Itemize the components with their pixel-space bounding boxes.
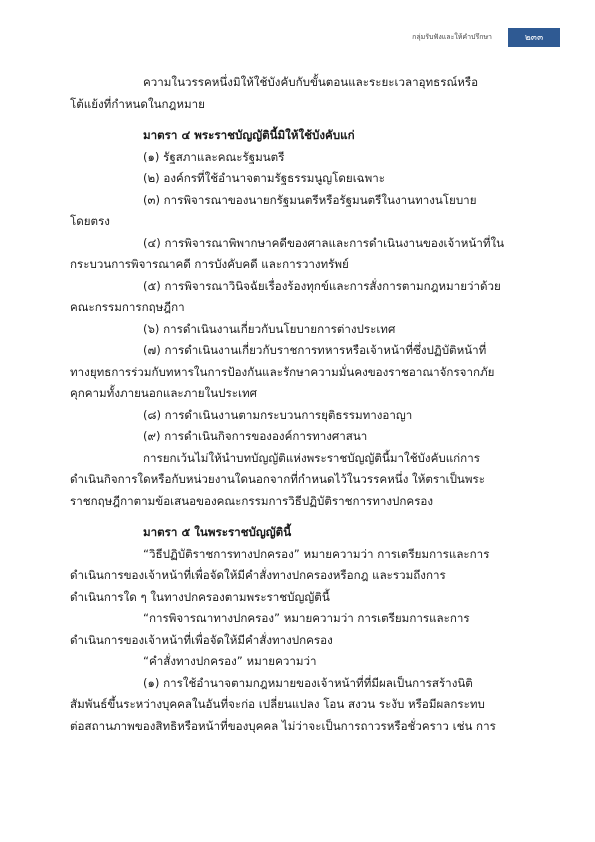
text-line: (๕) การพิจารณาวินิจฉัยเรื่องร้องทุกข์และการสั่งการตามกฎหมายว่าด้วย [143,278,501,293]
text-line: ดำเนินการใด ๆ ในทางปกครองตามพระราชบัญญัตินี้ [70,589,330,604]
text-line: (๘) การดำเนินงานตามกระบวนการยุติธรรมทางอาญา [143,407,413,422]
page-number-badge: ๒๓๓ [508,28,560,47]
text-line: โดยตรง [70,214,110,228]
text-line: “คำสั่งทางปกครอง” หมายความว่า [143,654,317,668]
document-body [70,72,530,737]
header-title: กลุ่มรับฟังและให้คำปรึกษา [412,32,492,41]
text-line: ราชกฤษฎีกาตามข้อเสนอของคณะกรรมการวิธีปฏิบัติราชการทางปกครอง [70,493,434,508]
page-header [412,27,560,47]
text-line: (๗) การดำเนินงานเกี่ยวกับราชการทหารหรือเจ้าหน้าที่ซึ่งปฏิบัติหน้าที่ [143,343,487,357]
text-line: (๑) การใช้อำนาจตามกฎหมายของเจ้าหน้าที่ที่มีผลเป็นการสร้างนิติ [143,675,473,690]
text-line: ดำเนินกิจการใดหรือกับหน่วยงานใดนอกจากที่กำหนดไว้ในวรรคหนึ่ง ให้ตราเป็นพระ [70,472,485,486]
paragraph-gap [70,115,530,125]
text-line: (๖) การดำเนินงานเกี่ยวกับนโยบายการต่างประเทศ [143,321,396,336]
text-line: ความในวรรคหนึ่งมิให้ใช้บังคับกับขั้นตอนและระยะเวลาอุทธรณ์หรือ [143,75,479,89]
text-line: โต้แย้งที่กำหนดในกฎหมาย [70,96,205,111]
text-line: “วิธีปฏิบัติราชการทางปกครอง” หมายความว่า การเตรียมการและการ [143,546,490,561]
text-line: (๓) การพิจารณาของนายกรัฐมนตรีหรือรัฐมนตรีในงานทางนโยบาย [143,192,477,207]
text-line: คณะกรรมการกฤษฎีกา [70,300,185,314]
text-line: ดำเนินการของเจ้าหน้าที่เพื่อจัดให้มีคำสั่งทางปกครองหรือกฎ และรวมถึงการ [70,568,446,582]
text-line: “การพิจารณาทางปกครอง” หมายความว่า การเตรียมการและการ [143,611,470,625]
text-line: (๙) การดำเนินกิจการขององค์การทางศาสนา [143,429,368,443]
text-line: คุกคามทั้งภายนอกและภายในประเทศ [70,386,257,400]
text-line: (๒) องค์กรที่ใช้อำนาจตามรัฐธรรมนูญโดยเฉพาะ [143,171,385,185]
section-heading: มาตรา ๔ พระราชบัญญัตินี้มิให้ใช้บังคับแก่ [143,128,355,142]
paragraph-gap [70,512,530,522]
section-heading: มาตรา ๕ ในพระราชบัญญัตินี้ [143,525,292,539]
text-line: กระบวนการพิจารณาคดี การบังคับคดี และการวางทรัพย์ [70,257,349,271]
text-line: (๔) การพิจารณาพิพากษาคดีของศาลและการดำเนินงานของเจ้าหน้าที่ใน [143,235,505,250]
text-line: สัมพันธ์ขึ้นระหว่างบุคคลในอันที่จะก่อ เปลี่ยนแปลง โอน สงวน ระงับ หรือมีผลกระทบ [70,697,485,711]
text-line: ดำเนินการของเจ้าหน้าที่เพื่อจัดให้มีคำสั่งทางปกครอง [70,632,333,647]
text-line: ต่อสถานภาพของสิทธิหรือหน้าที่ของบุคคล ไม่ว่าจะเป็นการถาวรหรือชั่วคราว เช่น การ [70,718,496,733]
text-line: ทางยุทธการร่วมกับทหารในการป้องกันและรักษาความมั่นคงของราชอาณาจักรจากภัย [70,364,495,379]
text-line: (๑) รัฐสภาและคณะรัฐมนตรี [143,149,285,164]
text-line: การยกเว้นไม่ให้นำบทบัญญัติแห่งพระราชบัญญัตินี้มาใช้บังคับแก่การ [143,450,480,465]
